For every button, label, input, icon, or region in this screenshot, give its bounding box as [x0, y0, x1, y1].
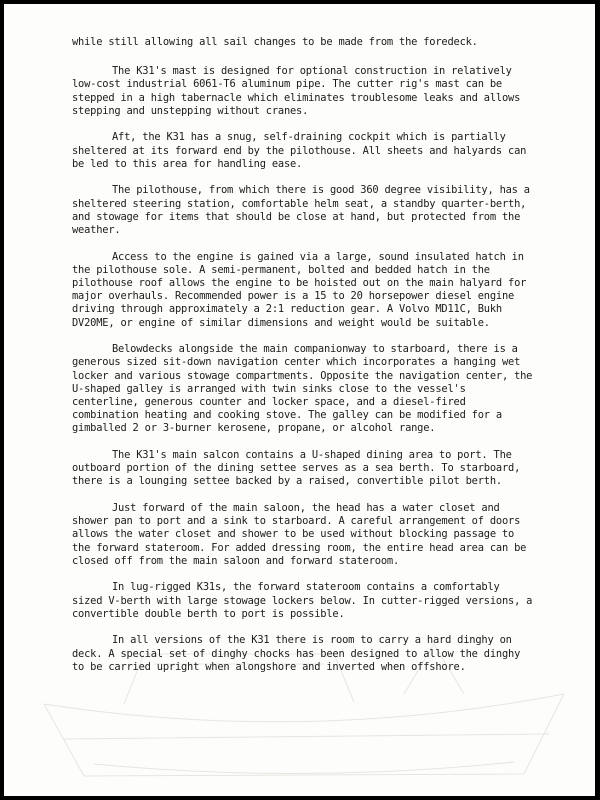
paragraph-mast: The K31's mast is designed for optional construction in relatively low-cost industrial 6061-T6 aluminum pipe. The cutter rig's mast can be stepped in a high tabernacle which eliminates troublesome leaks and allows stepping and unstepping without cranes. [72, 65, 521, 117]
paragraph-pilothouse: The pilothouse, from which there is good 360 degree visibility, has a sheltered steering station, comfortable helm seat, a standby quarter-berth, and stowage for items that should be close at hand, but protected from the weather. [72, 184, 530, 237]
paragraph-salon: The K31's main salcon contains a U-shaped dining area to port. The outboard portion of the dining settee serves as a sea berth. To starboard, there is a lounging settee backed by a raised, convertible pilot berth. [72, 449, 521, 488]
document-body [72, 36, 534, 687]
paragraph-cockpit: Aft, the K31 has a snug, self-draining cockpit which is partially sheltered at its forward end by the pilothouse. All sheets and halyards can be led to this area for handling ease. [72, 131, 527, 170]
paragraph-stateroom: In lug-rigged K31s, the forward stateroom contains a comfortably sized V-berth with large stowage lockers below. In cutter-rigged versions, a convertible double berth to port is possible. [72, 581, 533, 620]
paragraph-head: Just forward of the main saloon, the head has a water closet and shower pan to port and a sink to starboard. A careful arrangement of doors allows the water closet and shower to be used without blocking passage to the forward stateroom. For added dressing room, the entire head area can be closed off from the main saloon and forward stateroom. [72, 502, 527, 567]
document-page [4, 4, 595, 796]
paragraph-engine: Access to the engine is gained via a large, sound insulated hatch in the pilothouse sole. A semi-permanent, bolted and bedded hatch in the pilothouse roof allows the engine to be hoisted out on the main halyard for major overhauls. Recommended power is a 15 to 20 horsepower diesel engine driving through approximately a 2:1 reduction gear. A Volvo MD11C, Bukh DV20ME, or engine of similar dimensions and weight would be suitable. [72, 250, 527, 329]
paragraph-dinghy: In all versions of the K31 there is room to carry a hard dinghy on deck. A special set of dinghy chocks has been designed to allow the dinghy to be carried upright when alongshore and inverted when offshore. [72, 634, 521, 673]
paragraph-1: while still allowing all sail changes to be made from the foredeck. [72, 36, 478, 48]
paragraph-belowdecks: Belowdecks alongside the main companionway to starboard, there is a generous sized sit-down navigation center which incorporates a hanging wet locker and various stowage compartments. Opposite the navigation center, the U-shaped galley is arranged with twin sinks close to the vessel's centerline, generous counter and locker space, and a diesel-fired combination heating and cooking stove. The galley can be modified for a gimballed 2 or 3-burner kerosene, propane, or alcohol range. [72, 343, 533, 435]
